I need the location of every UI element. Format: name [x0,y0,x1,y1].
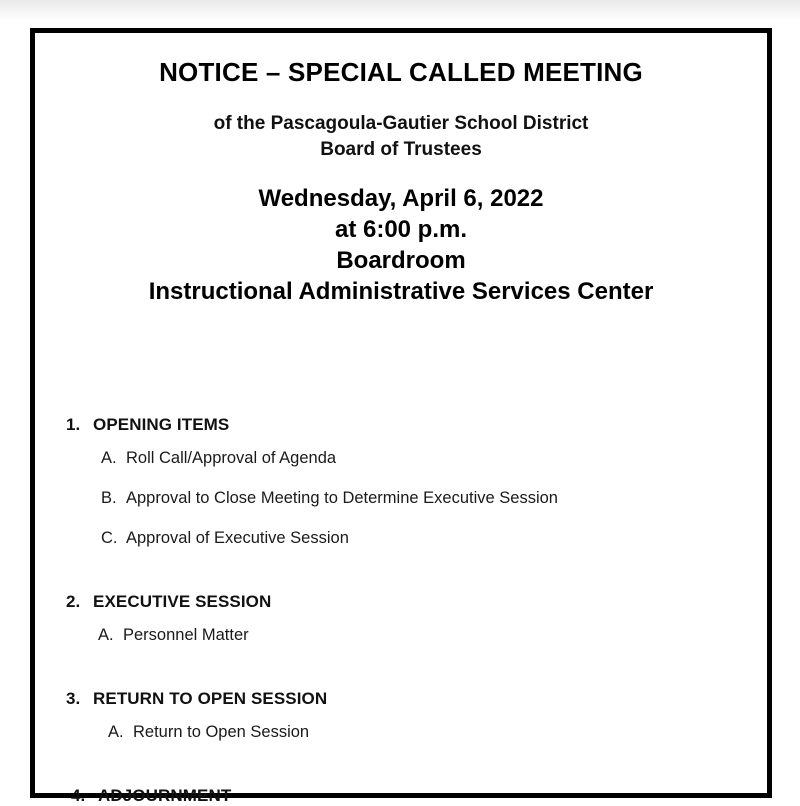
agenda-subitem [61,529,741,548]
agenda-subitem-text: Return to Open Session [133,723,310,742]
meeting-room: Boardroom [336,246,466,274]
agenda-section-title: RETURN TO OPEN SESSION [93,689,328,709]
agenda-subitem-text: Approval of Executive Session [126,529,349,548]
agenda-section-number: 2. [66,592,81,612]
agenda-subitem-list [61,449,741,548]
agenda-spacer [61,574,741,592]
agenda-section-number: 1. [66,415,81,435]
agenda-section-opening-items [61,415,741,548]
agenda-section-heading [61,689,741,709]
agenda-section-heading [61,415,741,435]
agenda-section-title: EXECUTIVE SESSION [93,592,272,612]
agenda-subitem [61,449,741,468]
subtitle-line-board: Board of Trustees [320,138,482,160]
agenda-subitem-letter: B. [101,489,117,508]
agenda-spacer [61,671,741,689]
agenda-section-title: OPENING ITEMS [93,415,230,435]
agenda-subitem-list [61,723,741,742]
agenda-subitem-letter: A. [108,723,124,742]
document-body [35,33,767,806]
agenda-section-heading [61,786,741,806]
agenda-subitem [61,723,741,742]
agenda-list [61,415,741,806]
meeting-time: at 6:00 p.m. [334,216,468,244]
meeting-details [61,184,741,307]
agenda-subitem-letter: C. [101,529,118,548]
meeting-venue: Instructional Administrative Services Center [148,277,654,305]
document-title: NOTICE – SPECIAL CALLED MEETING [159,57,643,87]
agenda-spacer [61,768,741,786]
agenda-subitem-text: Roll Call/Approval of Agenda [126,449,337,468]
agenda-section-number: 4. [71,786,86,806]
agenda-section-title: ADJOURNMENT [98,786,232,806]
agenda-subitem-list [61,626,741,645]
agenda-subitem-letter: A. [101,449,117,468]
agenda-subitem-text: Approval to Close Meeting to Determine Executive Session [126,489,558,508]
agenda-section-heading [61,592,741,612]
agenda-section-number: 3. [66,689,81,709]
agenda-section-executive-session [61,592,741,645]
agenda-subitem-letter: A. [98,626,114,645]
agenda-subitem-text: Personnel Matter [123,626,249,645]
viewport-top-gradient [0,0,800,22]
meeting-date: Wednesday, April 6, 2022 [258,185,544,213]
agenda-section-return-to-open-session [61,689,741,742]
document-page [30,28,772,806]
agenda-section-adjournment [61,786,741,806]
document-subtitle [61,111,741,162]
agenda-subitem [61,489,741,508]
agenda-subitem [61,626,741,645]
subtitle-line-organization: of the Pascagoula-Gautier School District [213,113,589,135]
